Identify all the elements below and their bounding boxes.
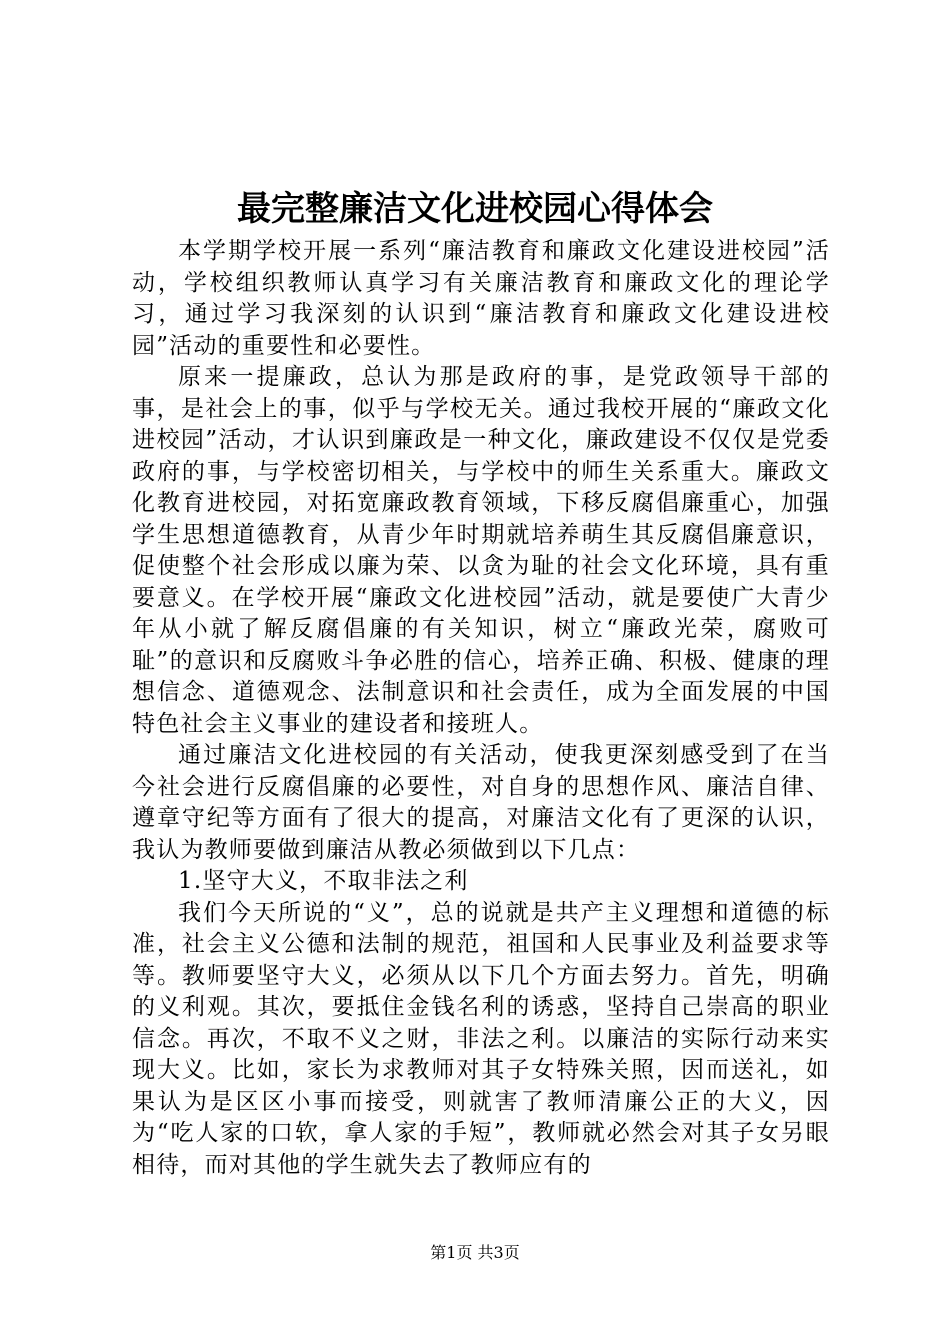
paragraph: 原来一提廉政，总认为那是政府的事，是党政领导干部的事，是社会上的事，似乎与学校无关。通过我校开展的“廉政文化进校园”活动，才认识到廉政是一种文化，廉政建设不仅仅是党委政府的事，与学校密切相关，与学校中的师生关系重大。廉政文化教育进校园，对拓宽廉政教育领域，下移反腐倡廉重心，加强学生思想道德教育，从青少年时期就培养萌生其反腐倡廉意识，促使整个社会形成以廉为荣、以贪为耻的社会文化环境，具有重要意义。在学校开展“廉政文化进校园”活动，就是要使广大青少年从小就了解反腐倡廉的有关知识，树立“廉政光荣，腐败可耻”的意识和反腐败斗争必胜的信心，培养正确、积极、健康的理想信念、道德观念、法制意识和社会责任，成为全面发展的中国特色社会主义事业的建设者和接班人。 xyxy=(132,364,830,737)
section-heading: 1.坚守大义，不取非法之利 xyxy=(178,868,469,894)
paragraph: 我们今天所说的“义”，总的说就是共产主义理想和道德的标准，社会主义公德和法制的规范，祖国和人民事业及利益要求等等。教师要坚守大义，必须从以下几个方面去努力。首先，明确的义利观。其次，要抵住金钱名利的诱惑，坚持自己崇高的职业信念。再次，不取不义之财，非法之利。以廉洁的实际行动来实现大义。比如，家长为求教师对其子女特殊关照，因而送礼，如果认为是区区小事而接受，则就害了教师清廉公正的大义，因为“吃人家的口软，拿人家的手短”，教师就必然会对其子女另眼相待，而对其他的学生就失去了教师应有的 xyxy=(132,899,830,1178)
document-body xyxy=(132,236,830,1181)
paragraph: 通过廉洁文化进校园的有关活动，使我更深刻感受到了在当今社会进行反腐倡廉的必要性，对自身的思想作风、廉洁自律、遵章守纪等方面有了很大的提高，对廉洁文化有了更深的认识，我认为教师要做到廉洁从教必须做到以下几点： xyxy=(132,742,830,863)
page-footer: 第1页 共3页 xyxy=(430,1243,520,1262)
document-title: 最完整廉洁文化进校园心得体会 xyxy=(237,189,713,229)
paragraph: 本学期学校开展一系列“廉洁教育和廉政文化建设进校园”活动，学校组织教师认真学习有关廉洁教育和廉政文化的理论学习，通过学习我深刻的认识到“廉洁教育和廉政文化建设进校园”活动的重要性和必要性。 xyxy=(132,238,830,359)
